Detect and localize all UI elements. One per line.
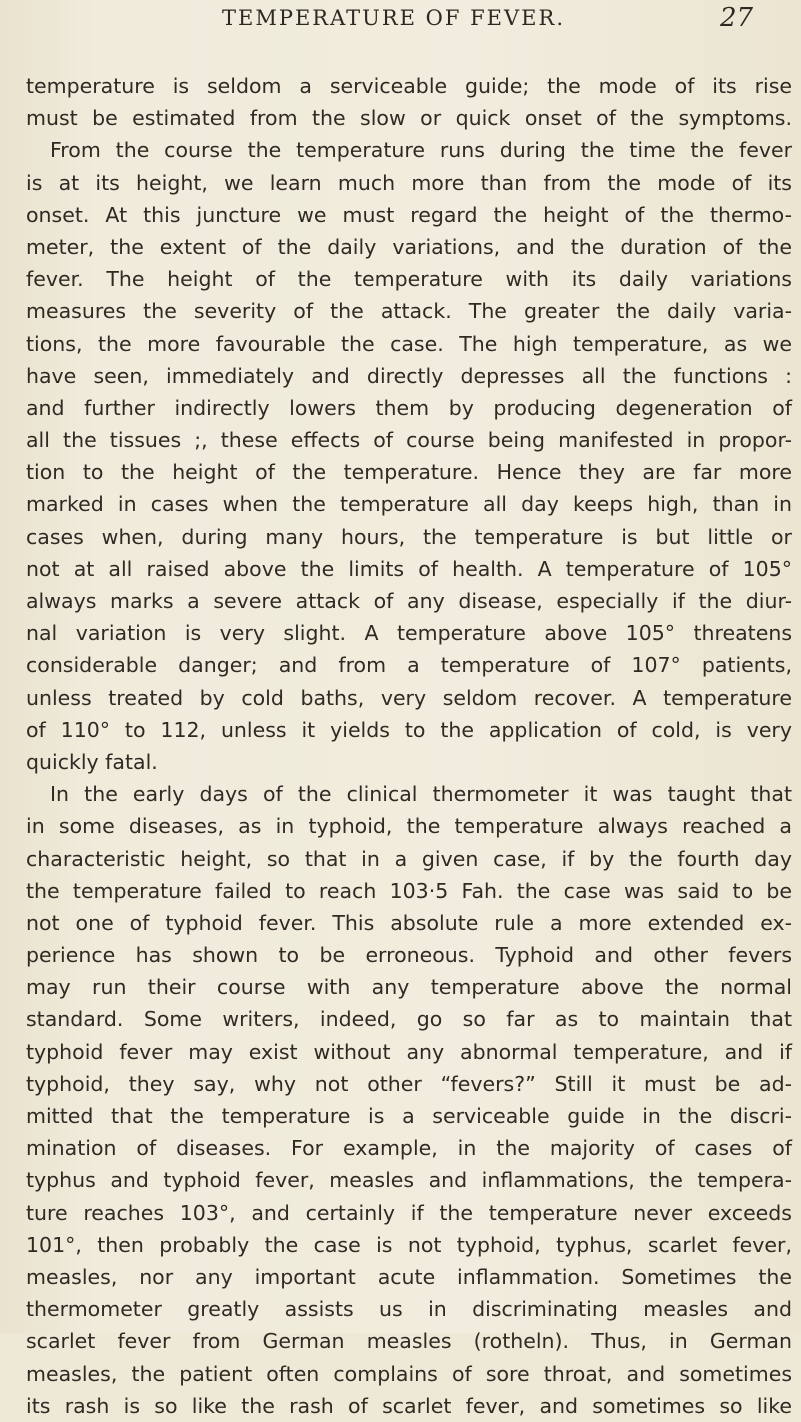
text-line: characteristic height, so that in a given case, if by the fourth day [26, 846, 792, 871]
running-title: TEMPERATURE OF FEVER. [222, 6, 565, 30]
text-line: tions, the more favourable the case. The high temperature, as we [26, 331, 792, 356]
text-line: scarlet fever from German measles (rotheln). Thus, in German [26, 1329, 792, 1354]
text-line: measures the severity of the attack. The greater the daily varia- [26, 299, 792, 324]
text-line: always marks a severe attack of any disease, especially if the diur- [26, 589, 792, 613]
text-line: have seen, immediately and directly depresses all the functions : [26, 363, 792, 388]
text-line: meter, the extent of the daily variations, and the duration of the [26, 234, 792, 259]
text-line: From the course the temperature runs during the time the fever [50, 138, 792, 163]
page-number: 27 [720, 3, 754, 33]
text-line: typhus and typhoid fever, measles and inflammations, the tempera- [26, 1168, 792, 1193]
text-line: onset. At this juncture we must regard the height of the thermo- [26, 202, 792, 227]
text-line: nal variation is very slight. A temperature above 105° threatens [26, 621, 792, 646]
text-line: in some diseases, as in typhoid, the temperature always reached a [26, 814, 792, 839]
text-line: measles, the patient often complains of sore throat, and sometimes [26, 1361, 792, 1386]
text-line: measles, nor any important acute inflammation. Sometimes the [26, 1264, 792, 1289]
text-line: not one of typhoid fever. This absolute rule a more extended ex- [26, 910, 792, 935]
text-line: of 110° to 112, unless it yields to the application of cold, is very [26, 717, 792, 742]
text-line: In the early days of the clinical thermometer it was taught that [50, 782, 792, 807]
text-line: and further indirectly lowers them by producing degeneration of [26, 395, 792, 420]
body-text [26, 70, 792, 1422]
text-line: quickly fatal. [26, 749, 158, 774]
text-line: fever. The height of the temperature with its daily variations [26, 267, 792, 292]
text-line: ture reaches 103°, and certainly if the temperature never exceeds [26, 1200, 792, 1225]
text-line: the temperature failed to reach 103·5 Fah. the case was said to be [26, 878, 792, 903]
text-line: marked in cases when the temperature all day keeps high, than in [26, 492, 792, 517]
text-line: all the tissues ;, these effects of course being manifested in propor- [26, 428, 792, 453]
text-line: thermometer greatly assists us in discriminating measles and [26, 1297, 792, 1322]
text-line: is at its height, we learn much more than from the mode of its [26, 170, 792, 195]
text-line: typhoid fever may exist without any abnormal temperature, and if [26, 1039, 792, 1064]
text-line: may run their course with any temperature above the normal [26, 975, 792, 1000]
text-line: mitted that the temperature is a serviceable guide in the discri- [26, 1104, 792, 1128]
text-line: must be estimated from the slow or quick onset of the symptoms. [26, 106, 792, 131]
running-head [0, 0, 801, 48]
text-line: perience has shown to be erroneous. Typhoid and other fevers [26, 943, 792, 968]
text-line: cases when, during many hours, the temperature is but little or [26, 524, 792, 549]
text-line: unless treated by cold baths, very seldom recover. A temperature [26, 685, 792, 710]
text-line: typhoid, they say, why not other “fevers?” Still it must be ad- [26, 1071, 792, 1096]
text-line: standard. Some writers, indeed, go so far as to maintain that [26, 1007, 792, 1032]
text-line: mination of diseases. For example, in the majority of cases of [26, 1136, 792, 1161]
text-line: tion to the height of the temperature. Hence they are far more [26, 460, 792, 485]
text-line: not at all raised above the limits of health. A temperature of 105° [26, 556, 792, 581]
text-line: considerable danger; and from a temperature of 107° patients, [26, 653, 792, 678]
text-line: 101°, then probably the case is not typhoid, typhus, scarlet fever, [26, 1232, 792, 1257]
text-line: temperature is seldom a serviceable guide; the mode of its rise [26, 74, 792, 98]
text-line: its rash is so like the rash of scarlet fever, and sometimes so like [26, 1393, 792, 1418]
